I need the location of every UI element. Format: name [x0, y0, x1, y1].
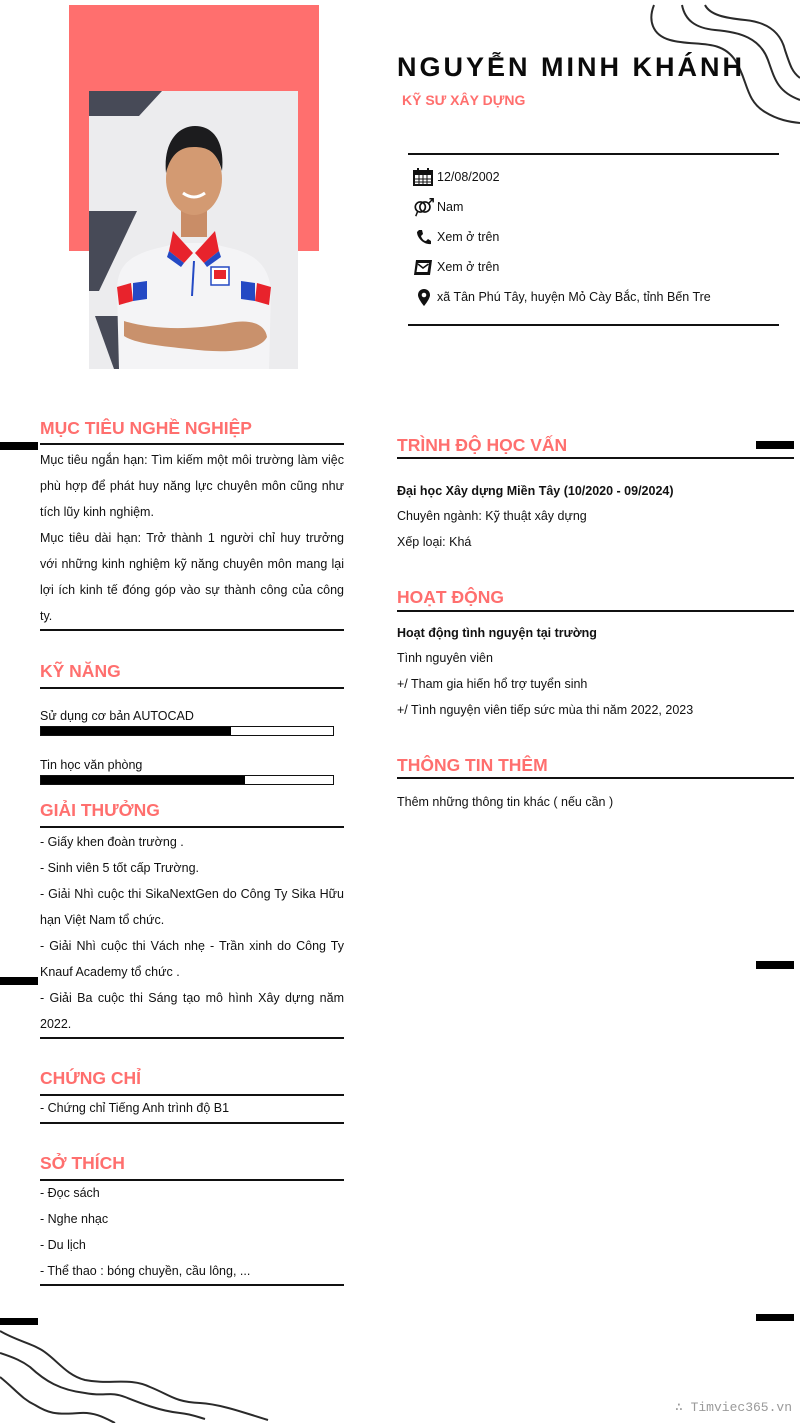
skill-progress-fill	[41, 727, 231, 735]
award-item: - Giải Nhì cuộc thi SikaNextGen do Công Ty Sika Hữu hạn Việt Nam tổ chức.	[40, 887, 344, 927]
section-divider	[397, 457, 794, 459]
skill-progress-bar	[40, 775, 334, 785]
skill-progress-fill	[41, 776, 245, 784]
gender-icon	[413, 197, 435, 217]
hobby-item: - Du lịch	[40, 1238, 86, 1252]
award-item: - Giấy khen đoàn trường .	[40, 835, 184, 849]
award-item: - Sinh viên 5 tốt cấp Trường.	[40, 861, 200, 875]
section-divider	[40, 443, 344, 445]
section-divider	[40, 629, 344, 631]
education-major: Chuyên ngành: Kỹ thuật xây dựng	[397, 509, 587, 523]
section-title-extra: THÔNG TIN THÊM	[397, 755, 548, 775]
contact-birthdate	[413, 166, 500, 188]
hobby-item: - Nghe nhạc	[40, 1212, 109, 1226]
decorative-bar	[0, 442, 38, 450]
decorative-bar	[756, 441, 794, 449]
section-divider	[40, 826, 344, 828]
activity-line: +/ Tham gia hiến hổ trợ tuyển sinh	[397, 677, 588, 691]
calendar-icon	[413, 167, 435, 187]
activity-heading: Hoạt động tình nguyện tại trường	[397, 626, 597, 640]
contact-top-divider	[408, 153, 779, 155]
objective-short-term: Mục tiêu ngắn hạn: Tìm kiếm một môi trường làm việc phù hợp để phát huy năng lực chuyên môn cũng như tích lũy kinh nghiệm.	[40, 453, 344, 519]
hobby-item: - Đọc sách	[40, 1186, 100, 1200]
gender-value: Nam	[437, 200, 464, 214]
contact-email	[413, 256, 499, 278]
section-title-activities: HOẠT ĐỘNG	[397, 587, 504, 607]
location-icon	[413, 287, 435, 307]
section-divider	[397, 777, 794, 779]
activity-line: +/ Tình nguyện viên tiếp sức mùa thi năm 2022, 2023	[397, 703, 694, 717]
candidate-name: NGUYỄN MINH KHÁNH	[397, 52, 745, 82]
section-divider	[40, 1037, 344, 1039]
section-divider	[40, 1284, 344, 1286]
section-title-awards: GIẢI THƯỞNG	[40, 800, 160, 820]
section-divider	[40, 687, 344, 689]
award-item: - Giải Nhì cuộc thi Vách nhẹ - Trần xinh do Công Ty Knauf Academy tổ chức .	[40, 939, 344, 979]
section-title-certificates: CHỨNG CHỈ	[40, 1068, 142, 1088]
contact-address	[413, 286, 711, 308]
objective-long-term: Mục tiêu dài hạn: Trở thành 1 người chỉ huy trưởng với những kinh nghiệm kỹ năng chuyên môn mang lại lợi ích kinh tế đóng góp vào sự thành công của công ty.	[40, 531, 344, 623]
contact-bottom-divider	[408, 324, 779, 326]
objective-body	[40, 447, 344, 629]
phone-icon	[413, 227, 435, 247]
section-divider	[40, 1122, 344, 1124]
job-title: KỸ SƯ XÂY DỰNG	[402, 92, 526, 108]
decorative-bar	[756, 1314, 794, 1321]
email-value: Xem ở trên	[437, 260, 500, 274]
contact-phone	[413, 226, 499, 248]
phone-value: Xem ở trên	[437, 230, 500, 244]
profile-photo	[89, 91, 298, 369]
section-divider	[397, 610, 794, 612]
activity-line: Tình nguyên viên	[397, 651, 493, 665]
hobby-item: - Thể thao : bóng chuyền, cầu lông, ...	[40, 1264, 251, 1278]
skill-label: Tin học văn phòng	[40, 758, 143, 772]
education-school: Đại học Xây dựng Miền Tây (10/2020 - 09/2024)	[397, 484, 674, 498]
contact-gender	[413, 196, 463, 218]
skill-progress-bar	[40, 726, 334, 736]
watermark: ∴ Timviec365.vn	[674, 1400, 792, 1415]
decorative-bar	[0, 1318, 38, 1325]
section-title-objective: MỤC TIÊU NGHỀ NGHIỆP	[40, 418, 252, 438]
decorative-bar	[0, 977, 38, 985]
extra-info-text: Thêm những thông tin khác ( nếu cần )	[397, 795, 614, 809]
awards-list	[40, 829, 344, 1037]
hobbies-list	[40, 1180, 344, 1284]
skill-label: Sử dụng cơ bản AUTOCAD	[40, 709, 194, 723]
certificate-item: - Chứng chỉ Tiếng Anh trình độ B1	[40, 1101, 230, 1115]
decorative-waves-bottom	[0, 1325, 280, 1423]
birthdate-value: 12/08/2002	[437, 170, 500, 184]
address-value: xã Tân Phú Tây, huyện Mỏ Cày Bắc, tỉnh Bến Tre	[437, 290, 711, 304]
education-grade: Xếp loại: Khá	[397, 535, 472, 549]
section-title-hobbies: SỞ THÍCH	[40, 1153, 125, 1173]
award-item: - Giải Ba cuộc thi Sáng tạo mô hình Xây dựng năm 2022.	[40, 991, 344, 1031]
email-icon	[413, 257, 435, 277]
section-title-education: TRÌNH ĐỘ HỌC VẤN	[397, 435, 568, 455]
decorative-bar	[756, 961, 794, 969]
section-title-skills: KỸ NĂNG	[40, 661, 121, 681]
